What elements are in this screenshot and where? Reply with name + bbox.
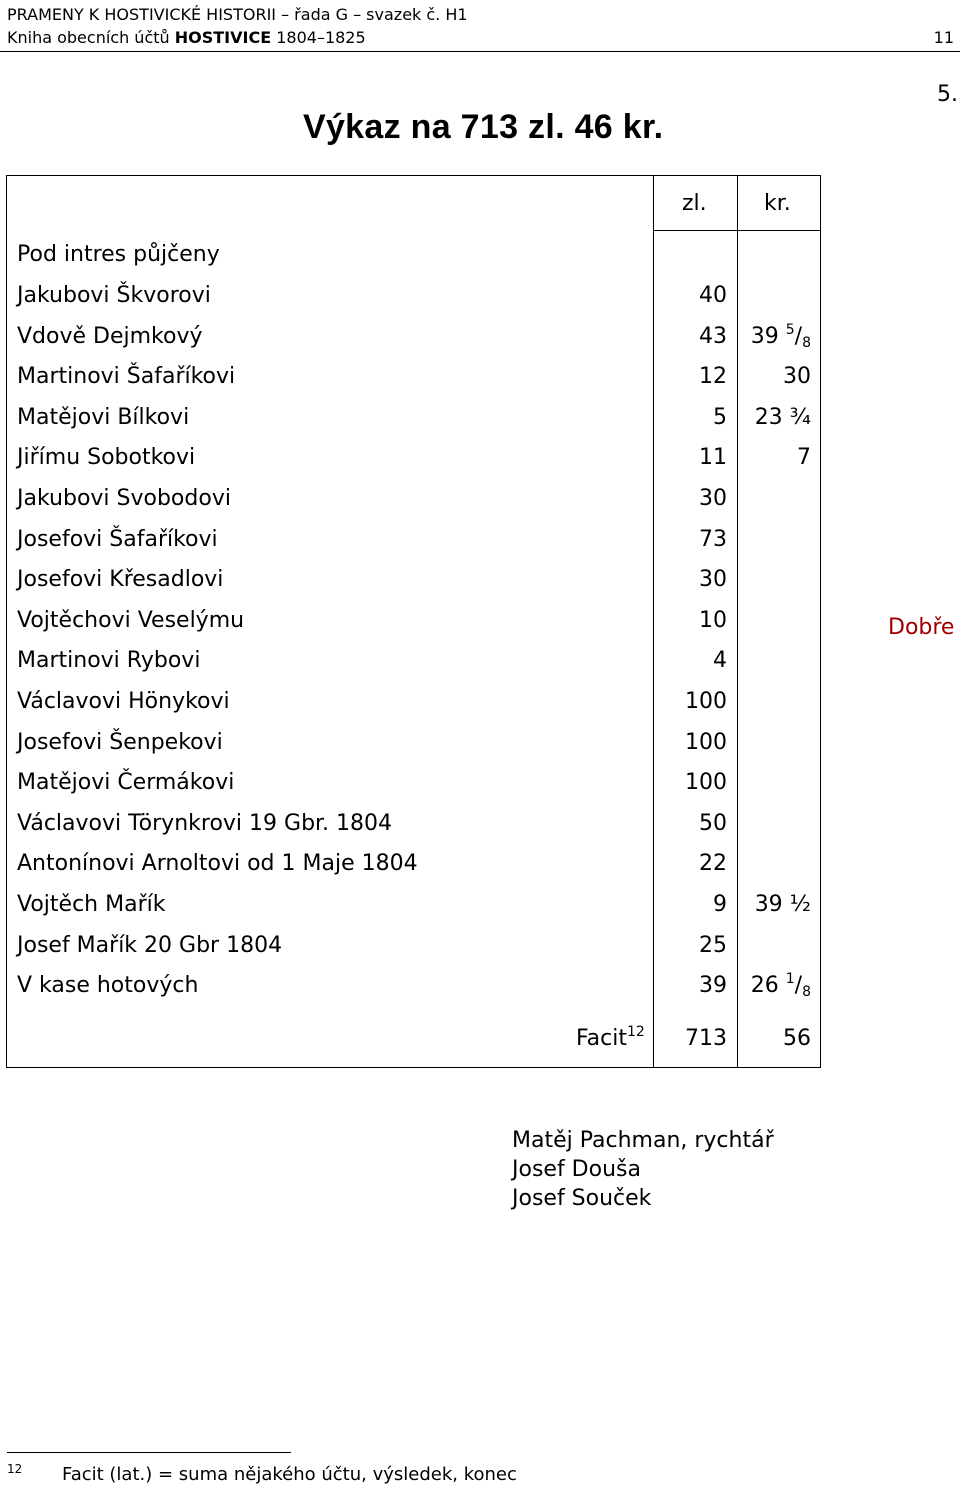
row-kr-value: 30 bbox=[783, 364, 811, 389]
header-book-line: Kniha obecních účtů HOSTIVICE 1804–1825 bbox=[7, 28, 366, 47]
row-zl: 10 bbox=[699, 608, 727, 633]
row-name: Josef Mařík 20 Gbr 1804 bbox=[17, 933, 283, 958]
row-zl: 30 bbox=[699, 567, 727, 592]
table-heading-row bbox=[0, 242, 960, 282]
row-kr-value: 7 bbox=[797, 445, 811, 470]
row-name: Vdově Dejmkový bbox=[17, 324, 203, 349]
column-header-kr: kr. bbox=[764, 191, 791, 216]
row-name: V kase hotových bbox=[17, 973, 199, 998]
table-row bbox=[0, 851, 960, 891]
table-row bbox=[0, 973, 960, 1013]
facit-kr: 56 bbox=[783, 1026, 811, 1051]
header-town: HOSTIVICE bbox=[174, 28, 272, 47]
table-heading: Pod intres půjčeny bbox=[17, 242, 220, 267]
running-header bbox=[7, 3, 468, 49]
row-zl: 100 bbox=[685, 770, 727, 795]
row-zl: 43 bbox=[699, 324, 727, 349]
row-kr-value: 26 bbox=[750, 973, 779, 998]
signatures bbox=[512, 1126, 774, 1213]
row-zl: 5 bbox=[713, 405, 727, 430]
row-zl: 12 bbox=[699, 364, 727, 389]
row-name: Matějovi Čermákovi bbox=[17, 770, 235, 795]
row-kr bbox=[737, 405, 811, 430]
footnote-ref: 12 bbox=[626, 1024, 645, 1040]
row-name: Jakubovi Škvorovi bbox=[17, 283, 211, 308]
table-row bbox=[0, 527, 960, 567]
fraction-denominator: 8 bbox=[802, 335, 811, 351]
table-row bbox=[0, 608, 960, 648]
table-row bbox=[0, 364, 960, 404]
row-zl: 4 bbox=[713, 648, 727, 673]
table-row bbox=[0, 770, 960, 810]
row-name: Václavovi Törynkrovi 19 Gbr. 1804 bbox=[17, 811, 393, 836]
row-zl: 22 bbox=[699, 851, 727, 876]
row-name: Vojtěchovi Veselýmu bbox=[17, 608, 245, 633]
row-zl: 40 bbox=[699, 283, 727, 308]
table-divider bbox=[737, 175, 738, 231]
section-number: 5. bbox=[937, 82, 958, 107]
row-name: Josefovi Křesadlovi bbox=[17, 567, 224, 592]
row-zl: 9 bbox=[713, 892, 727, 917]
table-row bbox=[0, 689, 960, 729]
table-row bbox=[0, 324, 960, 364]
row-kr bbox=[737, 445, 811, 470]
row-kr-value: 23 ¾ bbox=[754, 405, 811, 430]
table-row bbox=[0, 486, 960, 526]
row-zl: 39 bbox=[699, 973, 727, 998]
page-title: Výkaz na 713 zl. 46 kr. bbox=[303, 108, 664, 146]
table-row bbox=[0, 730, 960, 770]
row-name: Jiřímu Sobotkovi bbox=[17, 445, 196, 470]
table-row bbox=[0, 445, 960, 485]
row-name: Matějovi Bílkovi bbox=[17, 405, 190, 430]
row-zl: 73 bbox=[699, 527, 727, 552]
row-zl: 50 bbox=[699, 811, 727, 836]
row-zl: 11 bbox=[699, 445, 727, 470]
row-name: Václavovi Hönykovi bbox=[17, 689, 230, 714]
row-name: Jakubovi Svobodovi bbox=[17, 486, 231, 511]
row-name: Josefovi Šenpekovi bbox=[17, 730, 223, 755]
footnote-text: Facit (lat.) = suma nějakého účtu, výsledek, konec bbox=[62, 1464, 517, 1485]
table-row bbox=[0, 405, 960, 445]
row-name: Vojtěch Mařík bbox=[17, 892, 166, 917]
table-row bbox=[0, 648, 960, 688]
table-row bbox=[0, 892, 960, 932]
table-row bbox=[0, 283, 960, 323]
row-kr bbox=[737, 892, 811, 917]
row-kr: 39 $^5/_8$ bbox=[750, 322, 811, 351]
table-divider bbox=[653, 175, 654, 231]
facit-label: Facit$^{12}$ bbox=[576, 1024, 645, 1051]
header-rule bbox=[0, 51, 960, 52]
row-name: Antonínovi Arnoltovi od 1 Maje 1804 bbox=[17, 851, 418, 876]
table-row bbox=[0, 567, 960, 607]
row-name: Josefovi Šafaříkovi bbox=[17, 527, 218, 552]
row-zl: 30 bbox=[699, 486, 727, 511]
row-name: Martinovi Šafaříkovi bbox=[17, 364, 236, 389]
row-kr-value: 39 bbox=[750, 324, 779, 349]
signature-line: Josef Souček bbox=[512, 1186, 652, 1211]
footnote-rule bbox=[7, 1452, 291, 1453]
row-kr-value: 39 ½ bbox=[754, 892, 811, 917]
margin-note: Dobře bbox=[888, 615, 955, 640]
row-zl: 25 bbox=[699, 933, 727, 958]
row-kr bbox=[737, 364, 811, 389]
table-row bbox=[0, 811, 960, 851]
signature-line: Matěj Pachman, rychtář bbox=[512, 1128, 774, 1153]
header-series-line: PRAMENY K HOSTIVICKÉ HISTORII – řada G – svazek č. H1 bbox=[7, 5, 468, 24]
table-row bbox=[0, 933, 960, 973]
row-kr: 26 $^1/_8$ bbox=[750, 971, 811, 1000]
facit-zl: 713 bbox=[685, 1026, 727, 1051]
fraction-numerator: 1 bbox=[785, 971, 795, 987]
row-zl: 100 bbox=[685, 730, 727, 755]
page-number: 11 bbox=[933, 28, 954, 47]
row-name: Martinovi Rybovi bbox=[17, 648, 201, 673]
column-header-zl: zl. bbox=[682, 191, 707, 216]
fraction-numerator: 5 bbox=[785, 322, 795, 338]
row-zl: 100 bbox=[685, 689, 727, 714]
signature-line: Josef Douša bbox=[512, 1157, 641, 1182]
fraction-denominator: 8 bbox=[802, 984, 811, 1000]
footnote-mark: 12 bbox=[7, 1462, 23, 1476]
